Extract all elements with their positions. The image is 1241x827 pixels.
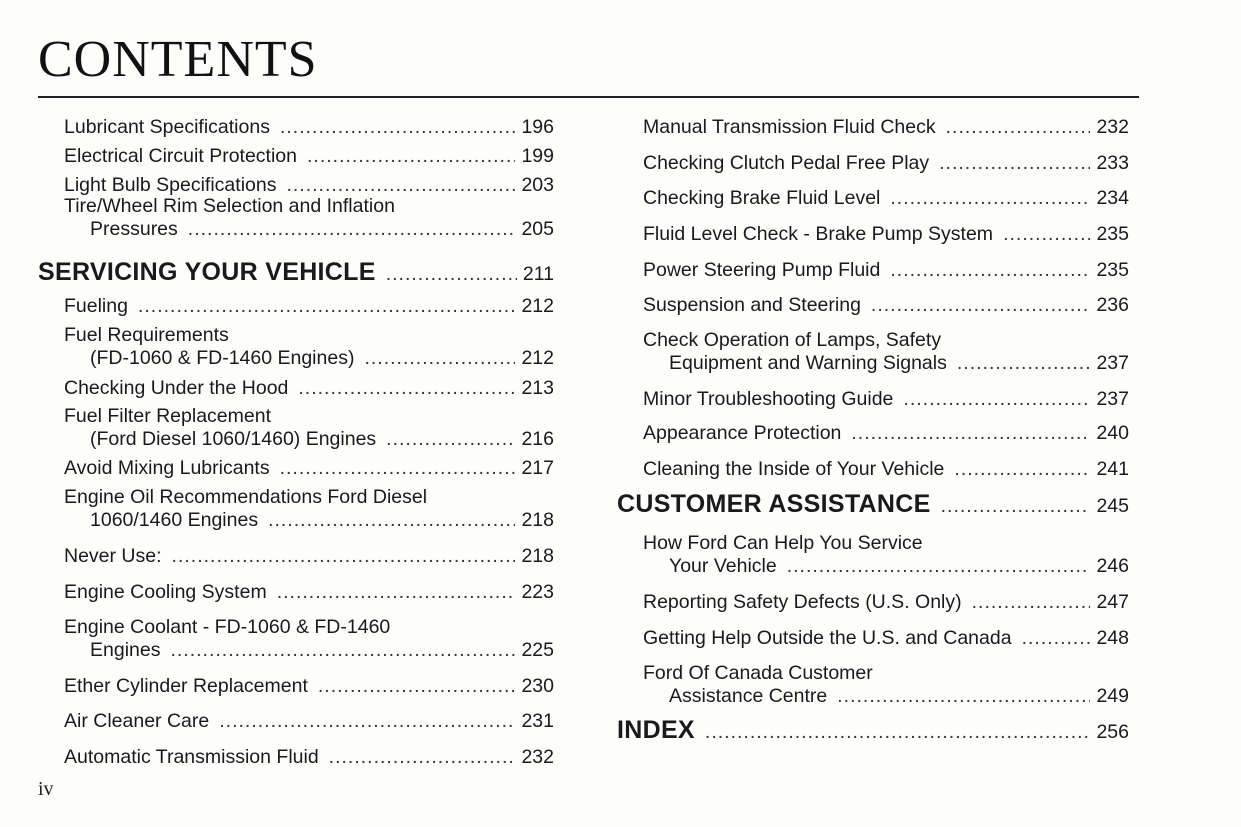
page-number-ref: 234	[1096, 187, 1129, 209]
dot-leader	[286, 174, 515, 197]
toc-entry-title: Automatic Transmission Fluid	[64, 746, 319, 768]
toc-entry	[38, 486, 554, 532]
dot-leader	[386, 428, 515, 451]
page-number-ref: 236	[1096, 294, 1129, 316]
toc-entry-title: Assistance Centre	[669, 685, 828, 707]
page-number-ref: 241	[1096, 458, 1129, 480]
dot-leader	[903, 388, 1090, 411]
toc-entry	[617, 532, 1129, 578]
dot-leader	[219, 710, 515, 733]
dot-leader	[946, 116, 1091, 139]
toc-entry-line	[617, 716, 1129, 744]
page-number-ref: 211	[522, 263, 554, 285]
toc-entry	[617, 662, 1129, 708]
toc-entry-line	[617, 388, 1129, 411]
toc-entry	[617, 388, 1129, 411]
dot-leader	[837, 685, 1090, 708]
dot-leader	[851, 422, 1090, 445]
toc-entry-title: Engine Cooling System	[64, 581, 267, 603]
toc-entry	[617, 259, 1129, 282]
toc-entry	[38, 174, 554, 197]
toc-entry	[38, 746, 554, 769]
toc-entry-title-first-line: Fuel Filter Replacement	[64, 405, 271, 427]
toc-entry	[617, 458, 1129, 481]
page-number-ref: 232	[521, 746, 554, 768]
toc-entry-title-first-line: How Ford Can Help You Service	[643, 532, 923, 554]
toc-entry	[38, 377, 554, 400]
toc-entry-line	[38, 457, 554, 480]
toc-entry-title: Pressures	[90, 218, 178, 240]
toc-entry-line	[38, 218, 554, 241]
dot-leader	[188, 218, 516, 241]
page-number-ref: 216	[521, 428, 554, 450]
toc-entry-title: Fueling	[64, 295, 128, 317]
toc-entry-title: Air Cleaner Care	[64, 710, 210, 732]
dot-leader	[329, 746, 516, 769]
page-number-ref: 196	[521, 116, 554, 138]
toc-entry-line	[38, 509, 554, 532]
toc-entry-title: Manual Transmission Fluid Check	[643, 116, 936, 138]
toc-entry-line	[617, 685, 1129, 708]
toc-entry-line	[617, 555, 1129, 578]
toc-entry-title: (Ford Diesel 1060/1460) Engines	[90, 428, 377, 450]
toc-entry-line	[617, 116, 1129, 139]
dot-leader	[890, 187, 1090, 210]
dot-leader	[1022, 627, 1091, 650]
toc-entry-line	[38, 258, 554, 286]
dot-leader	[939, 152, 1090, 175]
toc-entry-title: Checking Brake Fluid Level	[643, 187, 881, 209]
toc-entry	[617, 627, 1129, 650]
toc-entry	[617, 294, 1129, 317]
toc-entry	[38, 295, 554, 318]
dot-leader	[318, 675, 516, 698]
page-number-ref: 203	[521, 174, 554, 196]
dot-leader	[871, 294, 1091, 317]
toc-entry-line	[38, 428, 554, 451]
toc-entry-title: Ether Cylinder Replacement	[64, 675, 308, 697]
toc-entry-line	[617, 152, 1129, 175]
page-number-ref: 199	[521, 145, 554, 167]
toc-entry-line	[38, 581, 554, 604]
dot-leader	[138, 295, 515, 318]
toc-entry-line	[38, 145, 554, 168]
toc-entry	[38, 545, 554, 568]
page-number-ref: 245	[1096, 495, 1129, 517]
toc-entry	[38, 405, 554, 451]
toc-entry	[38, 616, 554, 662]
page-title: CONTENTS	[38, 31, 318, 88]
toc-entry-line	[38, 347, 554, 370]
page-number-ref: 212	[521, 347, 554, 369]
dot-leader	[170, 639, 515, 662]
section-title: CUSTOMER ASSISTANCE	[617, 490, 931, 518]
dot-leader	[787, 555, 1091, 578]
toc-entry-title: Power Steering Pump Fluid	[643, 259, 881, 281]
section-title: INDEX	[617, 716, 695, 744]
toc-entry	[617, 223, 1129, 246]
page-number-ref: 249	[1096, 685, 1129, 707]
toc-entry	[38, 195, 554, 241]
dot-leader	[364, 347, 515, 370]
page-number-ref: 231	[521, 710, 554, 732]
toc-entry-title: Light Bulb Specifications	[64, 174, 277, 196]
page-number-ref: 223	[521, 581, 554, 603]
toc-entry-title: Electrical Circuit Protection	[64, 145, 297, 167]
toc-entry-line	[38, 710, 554, 733]
page-number-ref: 247	[1096, 591, 1129, 613]
page-number-ref: 235	[1096, 223, 1129, 245]
title-rule	[38, 96, 1139, 98]
toc-entry-title: Getting Help Outside the U.S. and Canada	[643, 627, 1012, 649]
toc-entry-title: Checking Clutch Pedal Free Play	[643, 152, 930, 174]
page-number-ref: 237	[1096, 352, 1129, 374]
page-number-ref: 205	[521, 218, 554, 240]
toc-entry-title-first-line: Fuel Requirements	[64, 324, 229, 346]
page-number-ref: 213	[521, 377, 554, 399]
page-number-ref: 232	[1096, 116, 1129, 138]
page-number-ref: 230	[521, 675, 554, 697]
toc-entry-title: Never Use:	[64, 545, 162, 567]
toc-entry-title-first-line: Engine Coolant - FD-1060 & FD-1460	[64, 616, 391, 638]
dot-leader	[957, 352, 1091, 375]
toc-entry-title: Cleaning the Inside of Your Vehicle	[643, 458, 945, 480]
toc-entry-line	[617, 294, 1129, 317]
toc-entry	[38, 710, 554, 733]
dot-leader	[280, 116, 516, 139]
toc-entry-line	[617, 187, 1129, 210]
toc-section	[38, 258, 554, 286]
toc-entry-line	[617, 627, 1129, 650]
section-title: SERVICING YOUR VEHICLE	[38, 258, 376, 286]
toc-entry	[38, 581, 554, 604]
toc-entry-title: Checking Under the Hood	[64, 377, 289, 399]
page-number-ref: 256	[1096, 721, 1129, 743]
page-number-ref: 217	[521, 457, 554, 479]
dot-leader	[298, 377, 515, 400]
toc-entry-title: Avoid Mixing Lubricants	[64, 457, 270, 479]
toc-entry	[38, 116, 554, 139]
dot-leader	[941, 495, 1091, 518]
toc-entry-line	[38, 295, 554, 318]
toc-entry-title: Reporting Safety Defects (U.S. Only)	[643, 591, 962, 613]
toc-entry-title: (FD-1060 & FD-1460 Engines)	[90, 347, 355, 369]
page-number-ref: 218	[521, 509, 554, 531]
toc-entry-line	[617, 490, 1129, 518]
dot-leader	[277, 581, 516, 604]
dot-leader	[307, 145, 515, 168]
page-number-ref: 246	[1096, 555, 1129, 577]
toc-entry-line	[617, 458, 1129, 481]
toc-entry-line	[38, 174, 554, 197]
toc-entry-line	[617, 223, 1129, 246]
toc-entry-title: Appearance Protection	[643, 422, 842, 444]
toc-entry-line	[617, 591, 1129, 614]
toc-entry-line	[38, 377, 554, 400]
page-number-ref: 233	[1096, 152, 1129, 174]
toc-entry	[617, 187, 1129, 210]
toc-entry-line	[38, 746, 554, 769]
toc-entry	[38, 145, 554, 168]
toc-entry-title: Lubricant Specifications	[64, 116, 270, 138]
toc-entry-title-first-line: Ford Of Canada Customer	[643, 662, 873, 684]
toc-entry	[38, 457, 554, 480]
toc-entry-line	[38, 639, 554, 662]
dot-leader	[280, 457, 516, 480]
toc-entry	[38, 324, 554, 370]
dot-leader	[972, 591, 1091, 614]
toc-section	[617, 490, 1129, 518]
toc-entry-line	[38, 116, 554, 139]
dot-leader	[1003, 223, 1090, 246]
page-number-ref: 218	[521, 545, 554, 567]
toc-entry-title: Engines	[90, 639, 161, 661]
toc-entry-line	[38, 675, 554, 698]
page-number-ref: 240	[1096, 422, 1129, 444]
toc-entry-title: 1060/1460 Engines	[90, 509, 259, 531]
toc-entry-title: Minor Troubleshooting Guide	[643, 388, 894, 410]
toc-entry-line	[617, 422, 1129, 445]
dot-leader	[172, 545, 516, 568]
toc-entry-title: Equipment and Warning Signals	[669, 352, 947, 374]
toc-entry-line	[617, 352, 1129, 375]
toc-entry	[617, 422, 1129, 445]
dot-leader	[268, 509, 515, 532]
toc-entry	[617, 329, 1129, 375]
toc-entry-line	[38, 545, 554, 568]
page-number-ref: 212	[521, 295, 554, 317]
page-number-ref: 225	[521, 639, 554, 661]
toc-entry-title: Suspension and Steering	[643, 294, 861, 316]
page-number-ref: 235	[1096, 259, 1129, 281]
toc-entry-title-first-line: Check Operation of Lamps, Safety	[643, 329, 942, 351]
toc-entry	[617, 152, 1129, 175]
toc-entry-title: Fluid Level Check - Brake Pump System	[643, 223, 994, 245]
page-number: iv	[38, 778, 54, 800]
toc-entry	[617, 591, 1129, 614]
toc-entry	[617, 116, 1129, 139]
toc-entry	[38, 675, 554, 698]
dot-leader	[386, 263, 517, 286]
dot-leader	[954, 458, 1090, 481]
toc-entry-title-first-line: Tire/Wheel Rim Selection and Inflation	[64, 195, 395, 217]
toc-section	[617, 716, 1129, 744]
page-number-ref: 248	[1096, 627, 1129, 649]
toc-entry-line	[617, 259, 1129, 282]
page-number-ref: 237	[1096, 388, 1129, 410]
toc-entry-title: Your Vehicle	[669, 555, 777, 577]
toc-entry-title-first-line: Engine Oil Recommendations Ford Diesel	[64, 486, 428, 508]
dot-leader	[705, 721, 1091, 744]
dot-leader	[890, 259, 1090, 282]
